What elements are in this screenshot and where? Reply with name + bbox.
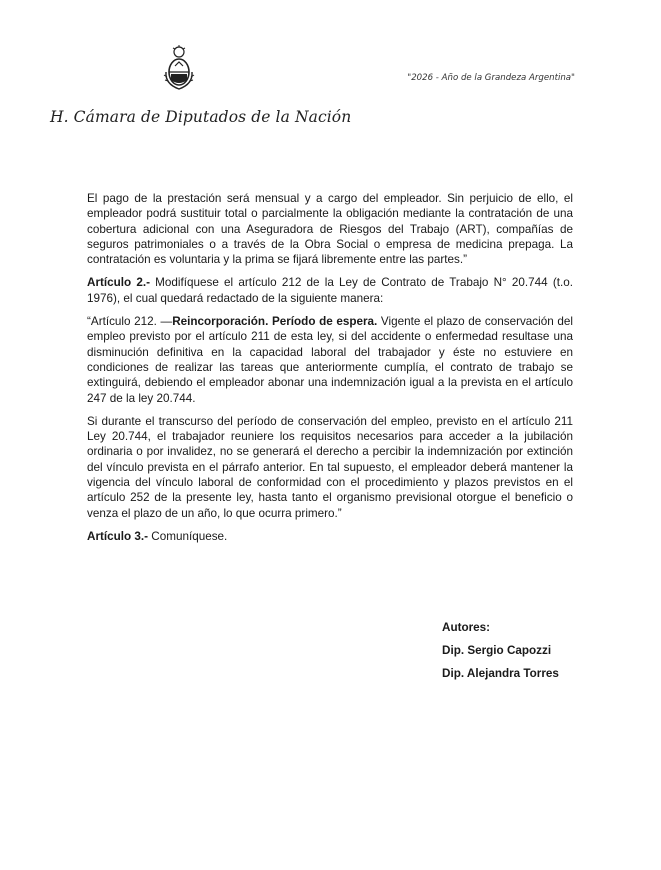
article-2-text: Modifíquese el artículo 212 de la Ley de Contrato de Trabajo N° 20.744 (t.o. 1976), el cual quedará redactado de la siguiente manera: [87,276,573,305]
document-body [87,191,573,552]
coat-of-arms-icon [163,44,195,92]
article-212-title: Reincorporación. Período de espera. [172,315,378,329]
paragraph-jubilacion: Si durante el transcurso del período de conservación del empleo, previsto en el artículo 211 Ley 20.744, el trabajador reuniere los requisitos necesarios para acceder a la jubilación ordinaria o por invalidez, no se generará el derecho a percibir la indemnización por extinción del vínculo prevista en el párrafo anterior. En tal supuesto, el empleador deberá mantener la vigencia del vínculo laboral de conformidad con el procedimiento y plazos previstos en el artículo 252 de la presente ley, hasta tanto el organismo previsional otorgue el beneficio o venza el plazo de un año, lo que ocurra primero.” [87,414,573,520]
article-2 [87,275,573,306]
article-212-prefix: “Artículo 212. — [87,315,173,329]
authors-heading: Autores: [442,621,491,634]
article-212-quote [87,314,573,406]
year-motto: "2026 - Año de la Grandeza Argentina" [407,73,575,83]
authors-block [442,620,559,689]
article-3-text: Comuníquese. [148,529,228,543]
author-name: Dip. Sergio Capozzi [442,644,552,657]
author-name: Dip. Alejandra Torres [442,667,559,680]
chamber-name: H. Cámara de Diputados de la Nación [50,108,352,126]
paragraph-prestacion: El pago de la prestación será mensual y a cargo del empleador. Sin perjuicio de ello, el empleador podrá sustituir total o parcialmente la obligación mediante la contratación de una cobertura adicional con una Aseguradora de Riesgos del Trabajo (ART), compañías de seguros patrimoniales o a través de la Obra Social o empresa de medicina prepaga. La contratación es voluntaria y la prima se fijará libremente entre las partes.” [87,192,573,267]
article-3 [87,529,573,544]
article-2-label: Artículo 2.- [87,276,150,290]
article-212-text: Vigente el plazo de conservación del empleo previsto por el artículo 211 de esta ley, si del accidente o enfermedad resultase una disminución definitiva en la capacidad laboral del trabajador y éste no estuviere en condiciones de realizar las tareas que anteriormente cumplía, el contrato de trabajo se extinguirá, debiendo el empleador abonar una indemnización igual a la prevista en el artículo 247 de la ley 20.744. [87,315,573,405]
article-3-label: Artículo 3.- [87,529,149,543]
